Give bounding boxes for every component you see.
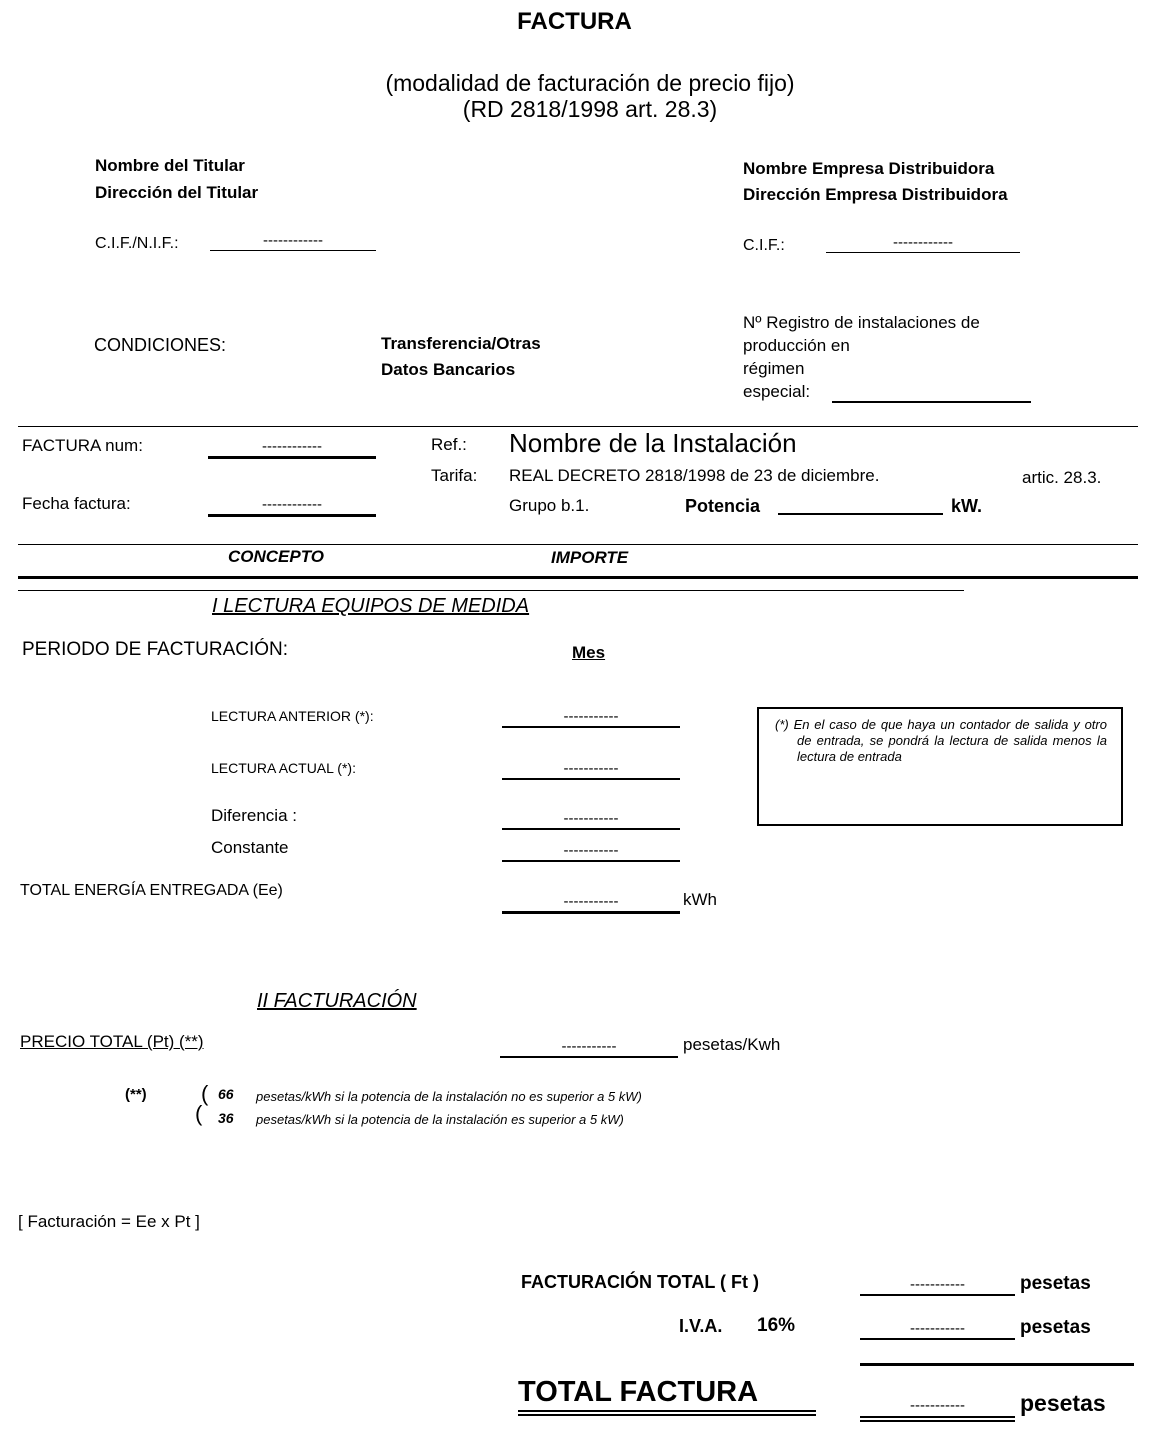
facturacion-total-label: FACTURACIÓN TOTAL ( Ft ) (521, 1272, 759, 1292)
precio-unit: pesetas/Kwh (683, 1035, 781, 1054)
precio-total-field: ----------- (500, 1038, 678, 1058)
periodo-label: PERIODO DE FACTURACIÓN: (22, 639, 289, 660)
titular-address: Dirección del Titular (95, 183, 259, 202)
iva-label: I.V.A. (679, 1316, 723, 1336)
total-energia-field: ----------- (502, 893, 680, 914)
facturacion-total-field: ----------- (860, 1276, 1015, 1296)
fecha-factura-field: ------------ (208, 496, 376, 517)
condiciones-payment: Transferencia/Otras (381, 334, 541, 353)
registro-line3: régimen (743, 359, 805, 378)
potencia-label: Potencia (685, 496, 761, 516)
total-factura-underline-2 (518, 1414, 816, 1416)
table-header-bottom-line (18, 576, 1138, 579)
section-divider (18, 590, 964, 591)
footnote-mark: (**) (125, 1086, 147, 1103)
empresa-name: Nombre Empresa Distribuidora (743, 159, 995, 178)
diferencia-label: Diferencia : (211, 806, 297, 825)
footnote-bracket-bottom: ( (195, 1101, 203, 1126)
iva-rate: 16% (757, 1315, 796, 1336)
total-factura-underline-1 (518, 1410, 816, 1412)
registro-line2: producción en (743, 336, 850, 355)
lectura-actual-field: ----------- (502, 760, 680, 780)
concepto-column-header: CONCEPTO (228, 547, 325, 566)
diferencia-field: ----------- (502, 810, 680, 830)
total-factura-label: TOTAL FACTURA (518, 1376, 759, 1408)
footnote1-text: pesetas/kWh si la potencia de la instalación no es superior a 5 kW) (256, 1089, 642, 1104)
titular-name: Nombre del Titular (95, 156, 245, 175)
empresa-cif-field: ------------ (826, 234, 1020, 253)
footnote2-text: pesetas/kWh si la potencia de la instalación es superior a 5 kW) (256, 1112, 624, 1127)
fecha-factura-label: Fecha factura: (22, 494, 131, 513)
constante-field: ----------- (502, 842, 680, 862)
facturacion-total-currency: pesetas (1020, 1273, 1091, 1294)
section2-title: II FACTURACIÓN (257, 990, 417, 1012)
condiciones-label: CONDICIONES: (94, 335, 227, 355)
note-mark: (*) (775, 717, 789, 732)
total-energia-label: TOTAL ENERGÍA ENTREGADA (Ee) (20, 882, 283, 899)
note-text: En el caso de que haya un contador de salida y otro de entrada, se pondrá la lectura de salida menos la lectura de entrada (793, 717, 1107, 764)
document-legal-reference: (RD 2818/1998 art. 28.3) (462, 96, 718, 122)
constante-label: Constante (211, 838, 289, 857)
grupo-label: Grupo b.1. (509, 496, 590, 515)
potencia-unit: kW. (951, 496, 983, 516)
ref-label: Ref.: (431, 435, 467, 454)
lectura-anterior-field: ----------- (502, 708, 680, 728)
tarifa-value: REAL DECRETO 2818/1998 de 23 de diciembre. (509, 466, 880, 485)
lectura-note-box (757, 707, 1123, 826)
table-header-top-line (18, 544, 1138, 545)
total-factura-field: ----------- (910, 1397, 965, 1414)
totals-separator (860, 1363, 1134, 1366)
empresa-address: Dirección Empresa Distribuidora (743, 185, 1008, 204)
registro-line4: especial: (743, 382, 811, 401)
tarifa-label: Tarifa: (431, 466, 478, 485)
lectura-actual-label: LECTURA ACTUAL (*): (211, 760, 356, 776)
kwh-unit: kWh (683, 890, 717, 909)
factura-num-field: ------------ (208, 438, 376, 459)
titular-cif-label: C.I.F./N.I.F.: (95, 235, 179, 252)
section1-title: I LECTURA EQUIPOS DE MEDIDA (212, 595, 530, 617)
empresa-cif-label: C.I.F.: (743, 237, 785, 254)
footnote2-value: 36 (218, 1110, 234, 1126)
potencia-field (778, 513, 943, 515)
total-factura-currency: pesetas (1020, 1390, 1106, 1416)
registro-line1: Nº Registro de instalaciones de (743, 313, 980, 332)
iva-field: ----------- (860, 1320, 1015, 1340)
divider (18, 426, 1138, 427)
periodo-value: Mes (572, 643, 606, 662)
footnote-bracket-top: ( (201, 1081, 209, 1106)
iva-currency: pesetas (1020, 1317, 1091, 1338)
lectura-anterior-label: LECTURA ANTERIOR (*): (211, 708, 374, 724)
total-factura-field-line-2 (860, 1420, 1015, 1422)
titular-cif-field: ------------ (210, 232, 376, 251)
installation-name: Nombre de la Instalación (509, 428, 797, 458)
factura-num-label: FACTURA num: (22, 436, 143, 455)
condiciones-bank: Datos Bancarios (381, 360, 516, 379)
footnote1-value: 66 (218, 1086, 234, 1102)
importe-column-header: IMPORTE (551, 548, 629, 567)
facturacion-formula: [ Facturación = Ee x Pt ] (18, 1212, 200, 1231)
precio-total-label: PRECIO TOTAL (Pt) (**) (20, 1032, 204, 1051)
tarifa-article: artic. 28.3. (1022, 468, 1102, 487)
document-subtitle: (modalidad de facturación de precio fijo) (385, 70, 795, 96)
registro-field (832, 401, 1031, 403)
total-factura-field-line-1 (860, 1416, 1015, 1418)
document-title: FACTURA (517, 8, 632, 35)
